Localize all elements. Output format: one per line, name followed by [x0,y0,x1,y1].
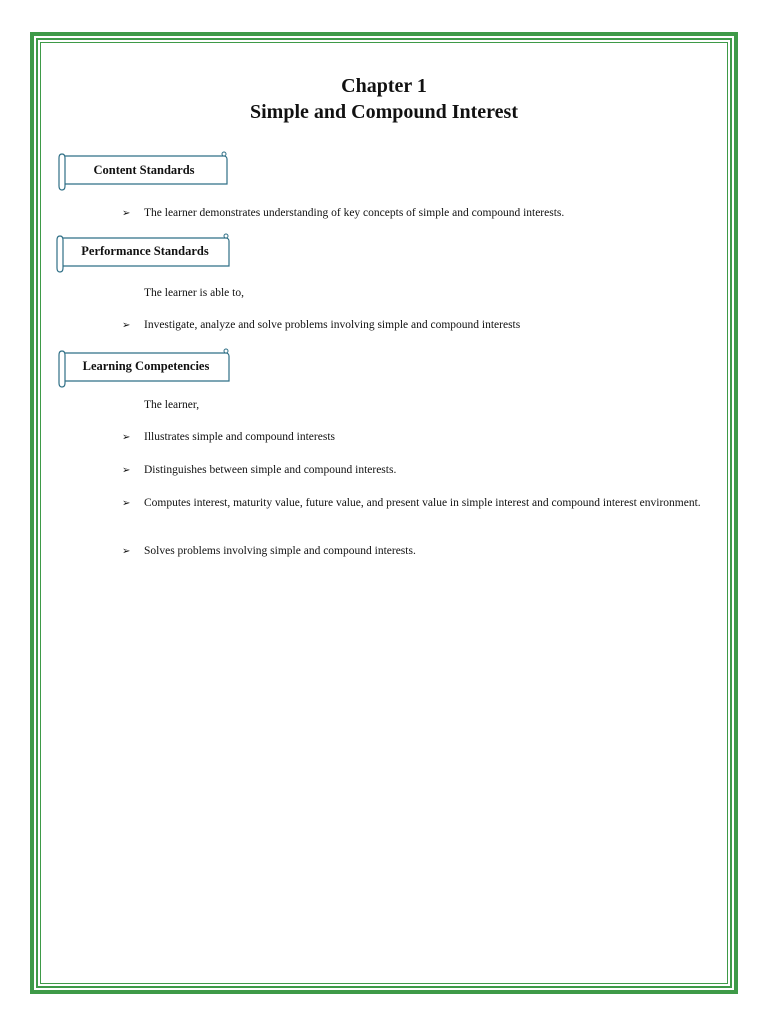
performance-standard-text: Investigate, analyze and solve problems involving simple and compound interests [144,319,521,331]
section-heading-learning-competencies: Learning Competencies [82,359,210,373]
competency-text: Solves problems involving simple and compound interests. [144,545,416,557]
arrowhead-bullet-icon: ➢ [122,208,131,219]
competencies-intro: The learner, [144,399,200,411]
performance-intro: The learner is able to, [144,287,244,299]
content-standard-text: The learner demonstrates understanding of key concepts of simple and compound interests. [144,207,565,219]
chapter-title: Simple and Compound Interest [249,101,519,123]
competency-text: Illustrates simple and compound interests [144,431,335,443]
competency-text: Distinguishes between simple and compound interests. [144,464,397,476]
arrowhead-bullet-icon: ➢ [122,465,131,476]
section-heading-content-standards: Content Standards [93,163,195,177]
section-heading-performance-standards: Performance Standards [81,244,209,258]
arrowhead-bullet-icon: ➢ [122,498,131,509]
scroll-banner-learning-competencies [58,349,232,379]
scroll-banner-content-standards [58,152,230,182]
arrowhead-bullet-icon: ➢ [122,320,131,331]
scroll-banner-performance-standards [56,234,232,264]
competency-text: Computes interest, maturity value, future value, and present value in simple interest and compound interest environment. [144,497,701,509]
arrowhead-bullet-icon: ➢ [122,546,131,557]
arrowhead-bullet-icon: ➢ [122,432,131,443]
chapter-number: Chapter 1 [341,75,427,97]
